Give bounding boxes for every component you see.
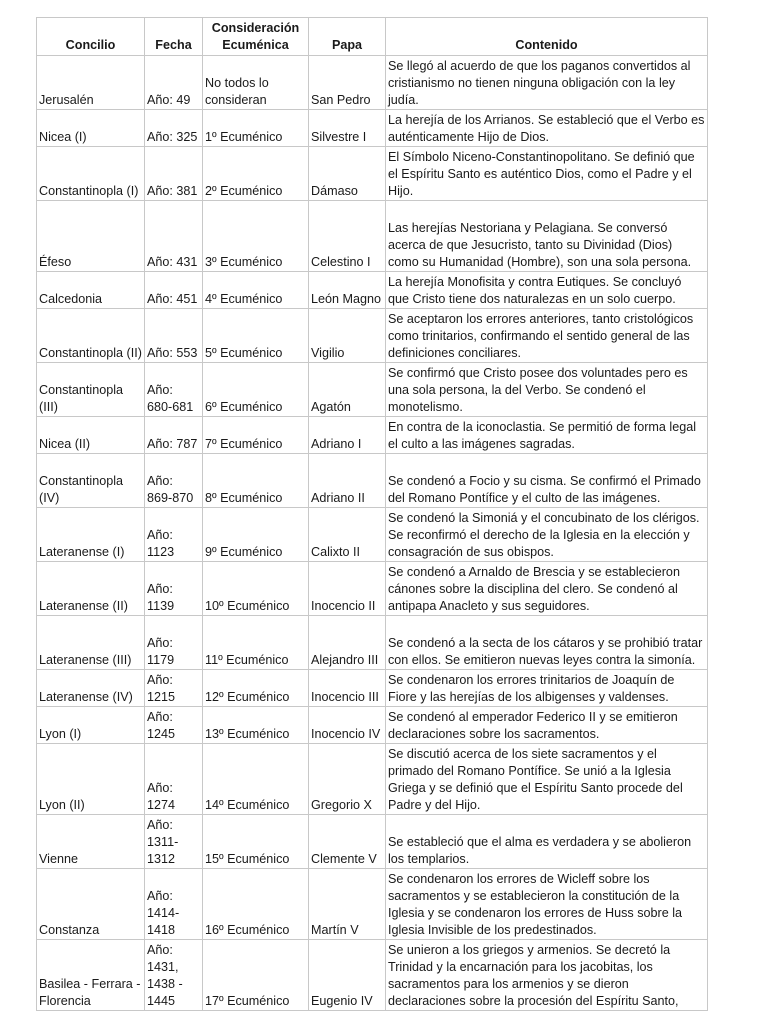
header-concilio: Concilio (37, 18, 145, 56)
cell-papa: Dámaso (309, 147, 386, 201)
cell-consideracion: 4º Ecuménico (203, 272, 309, 309)
table-row (37, 869, 708, 940)
cell-fecha: Año: 1311-1312 (145, 815, 203, 869)
cell-concilio: Constantinopla (II) (37, 309, 145, 363)
cell-consideracion: 11º Ecuménico (203, 616, 309, 670)
cell-concilio: Nicea (I) (37, 110, 145, 147)
cell-fecha: Año: 431 (145, 201, 203, 272)
cell-contenido: Se confirmó que Cristo posee dos voluntades pero es una sola persona, la del Verbo. Se condenó el monotelismo. (386, 363, 708, 417)
cell-concilio: Lateranense (IV) (37, 670, 145, 707)
cell-papa: Inocencio II (309, 562, 386, 616)
cell-papa: Inocencio III (309, 670, 386, 707)
cell-concilio: Lateranense (III) (37, 616, 145, 670)
cell-contenido: Se condenó a Arnaldo de Brescia y se establecieron cánones sobre la disciplina del clero. Se condenó al antipapa Anacleto y sus seguidores. (386, 562, 708, 616)
table-row (37, 508, 708, 562)
cell-papa: Clemente V (309, 815, 386, 869)
cell-papa: Martín V (309, 869, 386, 940)
cell-concilio: Éfeso (37, 201, 145, 272)
cell-fecha: Año: 553 (145, 309, 203, 363)
cell-fecha: Año: 1274 (145, 744, 203, 815)
table-row (37, 110, 708, 147)
cell-papa: Adriano I (309, 417, 386, 454)
cell-contenido: Se condenó al emperador Federico II y se emitieron declaraciones sobre los sacramentos. (386, 707, 708, 744)
cell-contenido: Se condenaron los errores trinitarios de Joaquín de Fiore y las herejías de los albigenses y valdenses. (386, 670, 708, 707)
table-row (37, 940, 708, 1011)
cell-contenido: Se estableció que el alma es verdadera y se abolieron los templarios. (386, 815, 708, 869)
cell-fecha: Año: 381 (145, 147, 203, 201)
table-row (37, 201, 708, 272)
cell-papa: Eugenio IV (309, 940, 386, 1011)
cell-papa: Inocencio IV (309, 707, 386, 744)
header-contenido: Contenido (386, 18, 708, 56)
cell-concilio: Constanza (37, 869, 145, 940)
cell-papa: León Magno (309, 272, 386, 309)
cell-fecha: Año: 325 (145, 110, 203, 147)
cell-fecha: Año: 1123 (145, 508, 203, 562)
table-row (37, 670, 708, 707)
cell-concilio: Constantinopla (IV) (37, 454, 145, 508)
cell-consideracion: 3º Ecuménico (203, 201, 309, 272)
cell-concilio: Lyon (II) (37, 744, 145, 815)
table-row (37, 56, 708, 110)
cell-consideracion: 17º Ecuménico (203, 940, 309, 1011)
cell-consideracion: No todos lo consideran (203, 56, 309, 110)
cell-fecha: Año: 1139 (145, 562, 203, 616)
cell-papa: Adriano II (309, 454, 386, 508)
cell-papa: Silvestre I (309, 110, 386, 147)
cell-consideracion: 10º Ecuménico (203, 562, 309, 616)
cell-concilio: Lateranense (I) (37, 508, 145, 562)
cell-fecha: Año: 451 (145, 272, 203, 309)
cell-consideracion: 9º Ecuménico (203, 508, 309, 562)
cell-contenido: Las herejías Nestoriana y Pelagiana. Se conversó acerca de que Jesucristo, tanto su Divinidad (Dios) como su Humanidad (Hombre), son una sola persona. (386, 201, 708, 272)
cell-fecha: Año: 1179 (145, 616, 203, 670)
cell-concilio: Calcedonia (37, 272, 145, 309)
cell-papa: Calixto II (309, 508, 386, 562)
cell-concilio: Lateranense (II) (37, 562, 145, 616)
cell-papa: Alejandro III (309, 616, 386, 670)
cell-consideracion: 5º Ecuménico (203, 309, 309, 363)
cell-contenido: Se aceptaron los errores anteriores, tanto cristológicos como trinitarios, confirmando el sentido general de las definiciones conciliares. (386, 309, 708, 363)
cell-contenido: Se condenaron los errores de Wicleff sobre los sacramentos y se establecieron la constitución de la Iglesia y se condenaron los errores de Huss sobre la Iglesia Invisible de los predestinados. (386, 869, 708, 940)
cell-concilio: Basilea - Ferrara - Florencia (37, 940, 145, 1011)
cell-concilio: Jerusalén (37, 56, 145, 110)
table-row (37, 272, 708, 309)
table-row (37, 417, 708, 454)
table-row (37, 616, 708, 670)
table-row (37, 309, 708, 363)
cell-consideracion: 13º Ecuménico (203, 707, 309, 744)
table-row (37, 147, 708, 201)
cell-concilio: Nicea (II) (37, 417, 145, 454)
header-consideracion: Consideración Ecuménica (203, 18, 309, 56)
cell-concilio: Constantinopla (I) (37, 147, 145, 201)
cell-consideracion: 2º Ecuménico (203, 147, 309, 201)
cell-papa: San Pedro (309, 56, 386, 110)
cell-contenido: Se llegó al acuerdo de que los paganos convertidos al cristianismo no tienen ninguna obligación con la ley judía. (386, 56, 708, 110)
table-row (37, 744, 708, 815)
cell-fecha: Año: 1431, 1438 - 1445 (145, 940, 203, 1011)
table-row (37, 454, 708, 508)
cell-fecha: Año: 787 (145, 417, 203, 454)
cell-contenido: Se condenó a Focio y su cisma. Se confirmó el Primado del Romano Pontífice y el culto de las imágenes. (386, 454, 708, 508)
cell-contenido: El Símbolo Niceno-Constantinopolitano. Se definió que el Espíritu Santo es auténtico Dios, como el Padre y el Hijo. (386, 147, 708, 201)
cell-concilio: Constantinopla (III) (37, 363, 145, 417)
cell-fecha: Año: 49 (145, 56, 203, 110)
cell-consideracion: 8º Ecuménico (203, 454, 309, 508)
cell-papa: Vigilio (309, 309, 386, 363)
cell-fecha: Año: 1414-1418 (145, 869, 203, 940)
cell-papa: Gregorio X (309, 744, 386, 815)
cell-papa: Celestino I (309, 201, 386, 272)
cell-contenido: Se discutió acerca de los siete sacramentos y el primado del Romano Pontífice. Se unió a la Iglesia Griega y se definió que el Espíritu Santo procede del Padre y del Hijo. (386, 744, 708, 815)
table-row (37, 363, 708, 417)
cell-consideracion: 12º Ecuménico (203, 670, 309, 707)
header-row (37, 18, 708, 56)
cell-concilio: Lyon (I) (37, 707, 145, 744)
header-papa: Papa (309, 18, 386, 56)
cell-contenido: Se condenó la Simoniá y el concubinato de los clérigos. Se reconfirmó el derecho de la Iglesia en la elección y consagración de sus obispos. (386, 508, 708, 562)
cell-consideracion: 6º Ecuménico (203, 363, 309, 417)
cell-contenido: La herejía de los Arrianos. Se estableció que el Verbo es auténticamente Hijo de Dios. (386, 110, 708, 147)
cell-consideracion: 15º Ecuménico (203, 815, 309, 869)
cell-consideracion: 1º Ecuménico (203, 110, 309, 147)
cell-contenido: La herejía Monofisita y contra Eutiques. Se concluyó que Cristo tiene dos naturalezas en un solo cuerpo. (386, 272, 708, 309)
cell-consideracion: 16º Ecuménico (203, 869, 309, 940)
table-row (37, 707, 708, 744)
cell-fecha: Año: 1245 (145, 707, 203, 744)
cell-papa: Agatón (309, 363, 386, 417)
cell-contenido: Se unieron a los griegos y armenios. Se decretó la Trinidad y la encarnación para los jacobitas, los sacramentos para los armenios y se dieron declaraciones sobre la procesión del Espíritu Santo, (386, 940, 708, 1011)
cell-consideracion: 7º Ecuménico (203, 417, 309, 454)
table-row (37, 815, 708, 869)
cell-fecha: Año: 680-681 (145, 363, 203, 417)
cell-fecha: Año: 869-870 (145, 454, 203, 508)
table-row (37, 562, 708, 616)
cell-consideracion: 14º Ecuménico (203, 744, 309, 815)
cell-fecha: Año: 1215 (145, 670, 203, 707)
header-fecha: Fecha (145, 18, 203, 56)
cell-concilio: Vienne (37, 815, 145, 869)
cell-contenido: En contra de la iconoclastia. Se permitió de forma legal el culto a las imágenes sagradas. (386, 417, 708, 454)
councils-table (36, 17, 708, 1011)
cell-contenido: Se condenó a la secta de los cátaros y se prohibió tratar con ellos. Se emitieron nuevas leyes contra la simonía. (386, 616, 708, 670)
